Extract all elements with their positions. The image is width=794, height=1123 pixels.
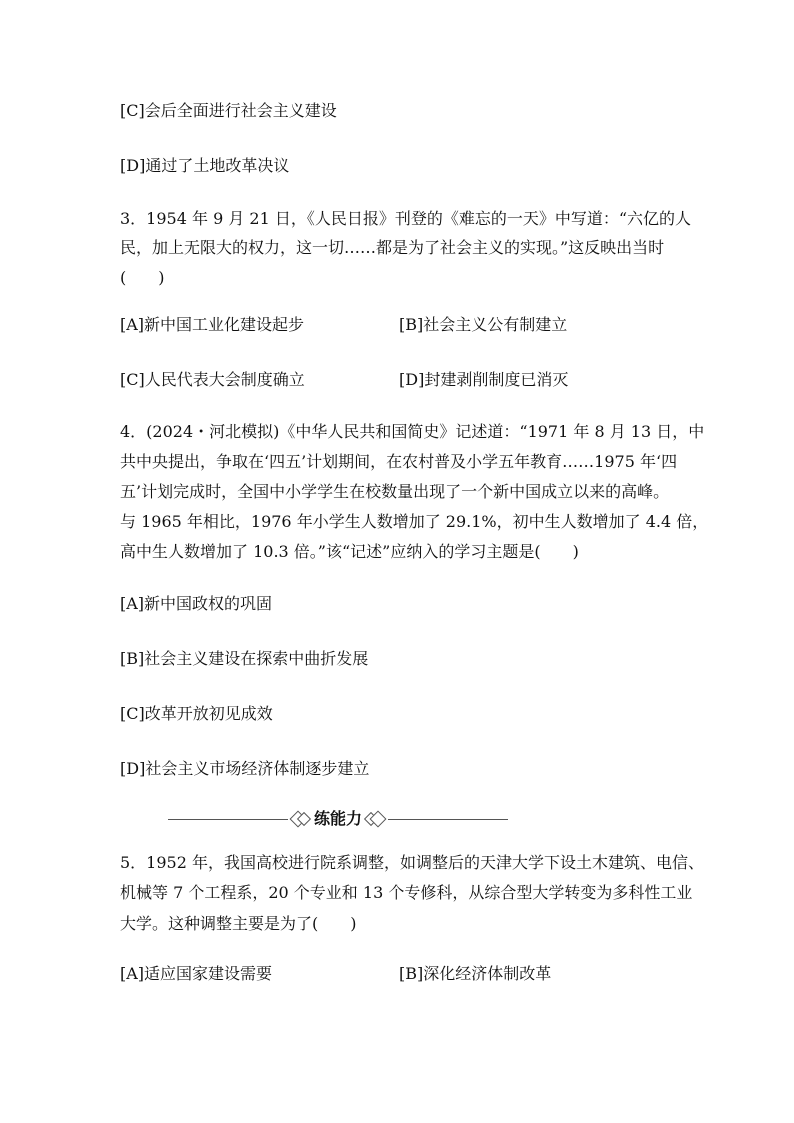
section-title: 练能力 — [313, 809, 362, 828]
q3-option-a: [A]新中国工业化建设起步 — [120, 315, 305, 334]
q2-option-c: [C]会后全面进行社会主义建设 — [120, 101, 337, 120]
q4-option-b: [B]社会主义建设在探索中曲折发展 — [120, 649, 369, 668]
q4-stem-line-1: 4．(2024・河北模拟)《中华人民共和国简史》记述道：“1971 年 8 月 13 日，中 — [120, 422, 705, 441]
q4-option-a: [A]新中国政权的巩固 — [120, 594, 273, 613]
divider-line-right — [388, 819, 508, 820]
q3-option-c: [C]人民代表大会制度确立 — [120, 370, 305, 389]
q2-option-d: [D]通过了土地改革决议 — [120, 156, 290, 175]
q4-stem-line-2: 共中央提出，争取在‘四五’计划期间，在农村普及小学五年教育……1975 年‘四 — [120, 452, 678, 471]
q3-stem-line-3: ( ) — [120, 268, 165, 287]
q5-option-a: [A]适应国家建设需要 — [120, 964, 273, 983]
q4-stem-line-4: 与 1965 年相比，1976 年小学生人数增加了 29.1%，初中生人数增加了 4.4 倍， — [120, 512, 709, 531]
q4-stem-line-5: 高中生人数增加了 10.3 倍。”该“记述”应纳入的学习主题是( ) — [120, 542, 579, 561]
q3-option-d: [D]封建剥削制度已消灭 — [399, 370, 569, 389]
q5-option-b: [B]深化经济体制改革 — [399, 964, 552, 983]
q5-stem-line-2: 机械等 7 个工程系，20 个专业和 13 个专修科，从综合型大学转变为多科性工业 — [120, 883, 693, 902]
q4-option-c: [C]改革开放初见成效 — [120, 704, 273, 723]
q3-stem-line-2: 民，加上无限大的权力，这一切……都是为了社会主义的实现。”这反映出当时 — [120, 238, 665, 257]
q4-option-d: [D]社会主义市场经济体制逐步建立 — [120, 759, 370, 778]
q3-stem-line-1: 3．1954 年 9 月 21 日，《人民日报》刊登的《难忘的一天》中写道：“六亿的人 — [120, 209, 692, 228]
q4-stem-line-3: 五’计划完成时，全国中小学学生在校数量出现了一个新中国成立以来的高峰。 — [120, 482, 670, 501]
section-divider — [168, 808, 508, 832]
q5-stem-line-1: 5．1952 年，我国高校进行院系调整，如调整后的天津大学下设土木建筑、电信、 — [120, 853, 704, 872]
q5-stem-line-3: 大学。这种调整主要是为了( ) — [120, 914, 357, 933]
q3-option-b: [B]社会主义公有制建立 — [399, 315, 568, 334]
